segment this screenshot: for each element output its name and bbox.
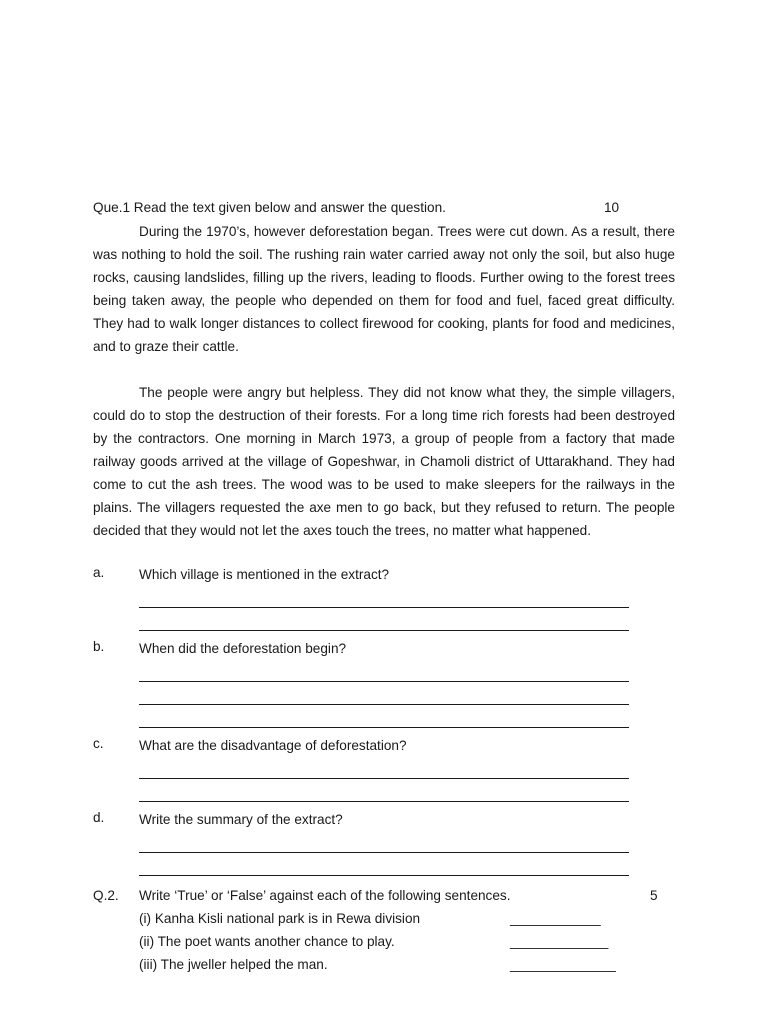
question-2 — [93, 886, 675, 978]
answer-line[interactable] — [139, 756, 629, 779]
question-b — [93, 639, 675, 728]
question-b-letter: b. — [93, 639, 105, 654]
question-c-text: What are the disadvantage of deforestation? — [139, 738, 407, 753]
question-d-letter: d. — [93, 810, 105, 825]
answer-line[interactable] — [139, 608, 629, 631]
passage-paragraph-1: During the 1970’s, however deforestation began. Trees were cut down. As a result, there was nothing to hold the soil. The rushing rain water carried away not only the soil, but also huge rocks, causing landslides, filling up the rivers, leading to floods. Further owing to the forest trees being taken away, the people who depended on them for food and fuel, faced great difficulty. They had to walk longer distances to collect firewood for cooking, plants for food and medicines, and to graze their cattle. — [93, 224, 675, 354]
answer-line[interactable] — [139, 682, 629, 705]
question-a — [93, 565, 675, 631]
answer-line[interactable] — [139, 705, 629, 728]
question-c — [93, 736, 675, 802]
question-c-letter: c. — [93, 736, 104, 751]
answer-line[interactable] — [139, 853, 629, 876]
answer-line[interactable] — [139, 585, 629, 608]
answer-line[interactable] — [139, 779, 629, 802]
true-false-item — [93, 932, 675, 955]
true-false-blank[interactable]: ____________ — [510, 911, 601, 926]
passage-paragraph-2: The people were angry but helpless. They did not know what they, the simple villagers, could do to stop the destruction of their forests. For a long time rich forests had been destroyed by the contractors. One morning in March 1973, a group of people from a factory that made railway goods arrived at the village of Gopeshwar, in Chamoli district of Uttarakhand. They had come to cut the ash trees. The wood was to be used to make sleepers for the railways in the plains. The villagers requested the axe men to go back, but they refused to return. The people decided that they would not let the axes touch the trees, no matter what happened. — [93, 385, 675, 538]
true-false-item — [93, 909, 675, 932]
question-b-text: When did the deforestation begin? — [139, 641, 347, 656]
true-false-statement: (i) Kanha Kisli national park is in Rewa division — [139, 911, 421, 926]
question-a-letter: a. — [93, 565, 105, 580]
passage — [93, 220, 675, 542]
answer-line[interactable] — [139, 659, 629, 682]
question-1-marks: 10 — [604, 200, 620, 215]
true-false-blank[interactable]: _____________ — [510, 934, 609, 949]
question-1-header — [93, 200, 675, 220]
true-false-statement: (ii) The poet wants another chance to play. — [139, 934, 395, 949]
question-2-number: Q.2. — [93, 888, 119, 903]
comprehension-questions — [93, 565, 675, 876]
question-2-marks: 5 — [650, 888, 658, 903]
true-false-item — [93, 955, 675, 978]
question-a-text: Which village is mentioned in the extract? — [139, 567, 390, 582]
question-2-heading: Write ‘True’ or ‘False’ against each of the following sentences. — [139, 888, 511, 903]
answer-line[interactable] — [139, 830, 629, 853]
worksheet — [93, 200, 675, 978]
true-false-statement: (iii) The jweller helped the man. — [139, 957, 328, 972]
true-false-blank[interactable]: ______________ — [510, 957, 616, 972]
question-d-text: Write the summary of the extract? — [139, 812, 343, 827]
question-2-header — [93, 886, 675, 909]
question-d — [93, 810, 675, 876]
question-1-heading: Que.1 Read the text given below and answer the question. — [93, 200, 446, 215]
